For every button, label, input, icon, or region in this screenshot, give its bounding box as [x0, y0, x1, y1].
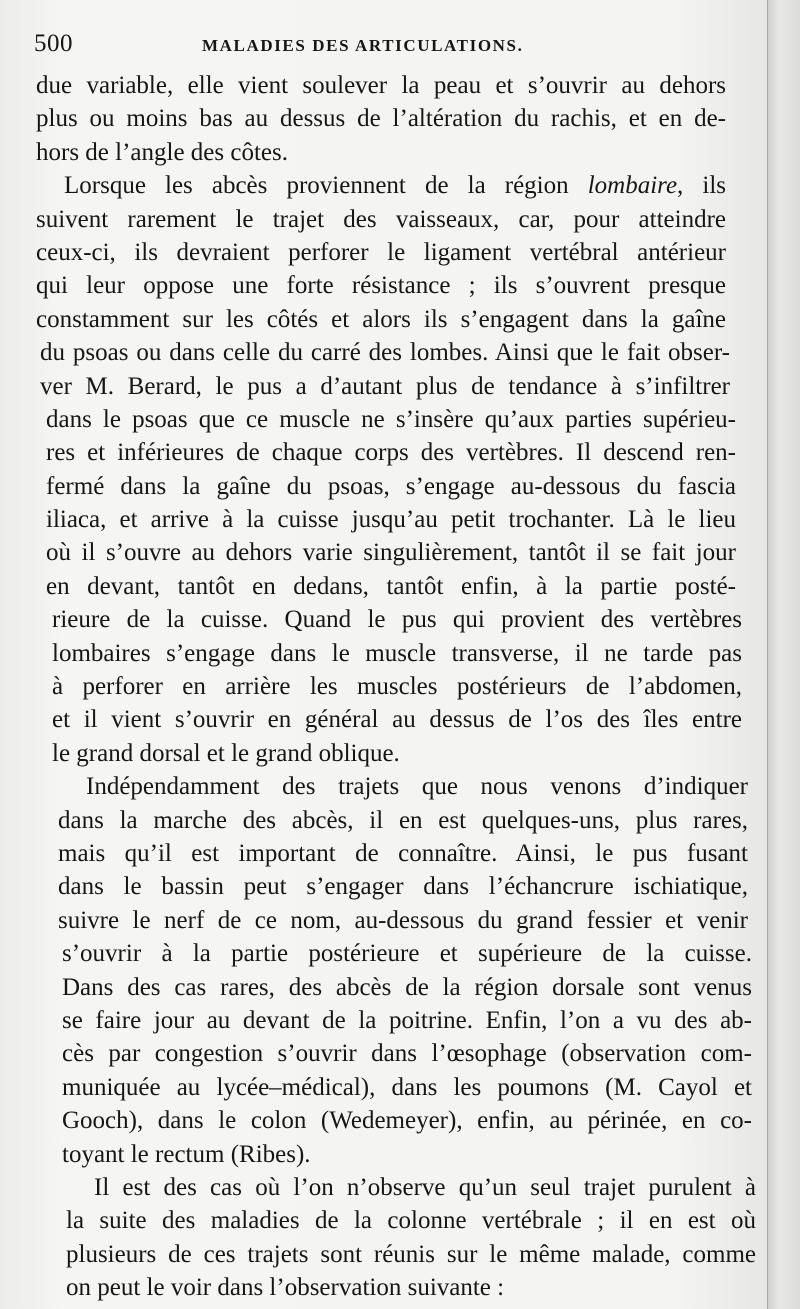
text-line: dans le psoas que ce muscle ne s’insère qu’aux parties supérieu- — [46, 405, 736, 433]
text-line: la suite des maladies de la colonne vertébrale ; il en est où — [66, 1207, 756, 1235]
text-line: plus ou moins bas au dessus de l’altération du rachis, et en de- — [36, 105, 726, 133]
text-line: Il est des cas où l’on n’observe qu’un seul trajet purulent à — [94, 1173, 756, 1201]
text-line — [36, 169, 726, 202]
text-line: due variable, elle vient soulever la peau et s’ouvrir au dehors — [36, 72, 726, 99]
text-line: hors de l’angle des côtes. — [36, 138, 289, 166]
page-number: 500 — [34, 30, 73, 57]
text-line: s’ouvrir à la partie postérieure et supérieure de la cuisse. — [62, 940, 752, 968]
text-line: rieure de la cuisse. Quand le pus qui provient des vertèbres — [52, 606, 742, 634]
text-line: on peut le voir dans l’observation suivante : — [66, 1274, 505, 1302]
text-line: suivent rarement le trajet des vaisseaux, car, pour atteindre — [36, 205, 726, 233]
text-line: en devant, tantôt en dedans, tantôt enfin, à la partie posté- — [46, 572, 736, 600]
text-line: du psoas ou dans celle du carré des lombes. Ainsi que le fait obser- — [40, 339, 730, 367]
text-line: où il s’ouvre au dehors varie singulièrement, tantôt il se fait jour — [46, 539, 736, 567]
text-line: constamment sur les côtés et alors ils s’engagent dans la gaîne — [36, 305, 726, 333]
text-line: Indépendamment des trajets que nous venons d’indiquer — [86, 773, 748, 801]
page-header — [34, 30, 734, 64]
text-line: toyant le rectum (Ribes). — [62, 1140, 311, 1168]
text-line: fermé dans la gaîne du psoas, s’engage au-dessous du fascia — [46, 472, 736, 500]
text-line: Dans des cas rares, des abcès de la région dorsale sont venus — [62, 973, 752, 1001]
text-line: res et inférieures de chaque corps des vertèbres. Il descend ren- — [46, 439, 736, 467]
italic-word: lombaire — [587, 172, 678, 200]
page-edge-shadow — [767, 0, 800, 1309]
text-line: mais qu’il est important de connaître. Ainsi, le pus fusant — [58, 839, 748, 867]
text-line: suivre le nerf de ce nom, au-dessous du grand fessier et venir — [58, 906, 748, 934]
text-line: dans la marche des abcès, il en est quelques-uns, plus rares, — [58, 806, 748, 834]
text-line: cès par congestion s’ouvrir dans l’œsophage (observation com- — [62, 1040, 752, 1068]
text-line: se faire jour au devant de la poitrine. Enfin, l’on a vu des ab- — [62, 1006, 752, 1034]
text-run: Lorsque les abcès proviennent de la région — [64, 172, 588, 200]
text-line: ver M. Berard, le pus a d’autant plus de tendance à s’infiltrer — [40, 372, 730, 400]
text-line: muniquée au lycée–médical), dans les poumons (M. Cayol et — [62, 1073, 752, 1101]
text-line: qui leur oppose une forte résistance ; ils s’ouvrent presque — [36, 272, 726, 300]
text-line: iliaca, et arrive à la cuisse jusqu’au petit trochanter. Là le lieu — [46, 506, 736, 534]
text-line: dans le bassin peut s’engager dans l’échancrure ischiatique, — [58, 873, 748, 901]
running-head: MALADIES DES ARTICULATIONS. — [202, 36, 524, 55]
text-line: plusieurs de ces trajets sont réunis sur le même malade, comme — [66, 1240, 756, 1268]
text-run: , ils — [677, 172, 726, 200]
text-line: et il vient s’ouvrir en général au dessus de l’os des îles entre — [52, 706, 742, 734]
text-line: ceux-ci, ils devraient perforer le ligament vertébral antérieur — [36, 238, 726, 266]
text-line: le grand dorsal et le grand oblique. — [52, 739, 400, 767]
text-line: Gooch), dans le colon (Wedemeyer), enfin, au périnée, en co- — [62, 1107, 752, 1135]
body-text — [36, 69, 756, 1304]
text-line: lombaires s’engage dans le muscle transverse, il ne tarde pas — [52, 639, 742, 667]
text-line: à perforer en arrière les muscles postérieurs de l’abdomen, — [52, 673, 742, 701]
